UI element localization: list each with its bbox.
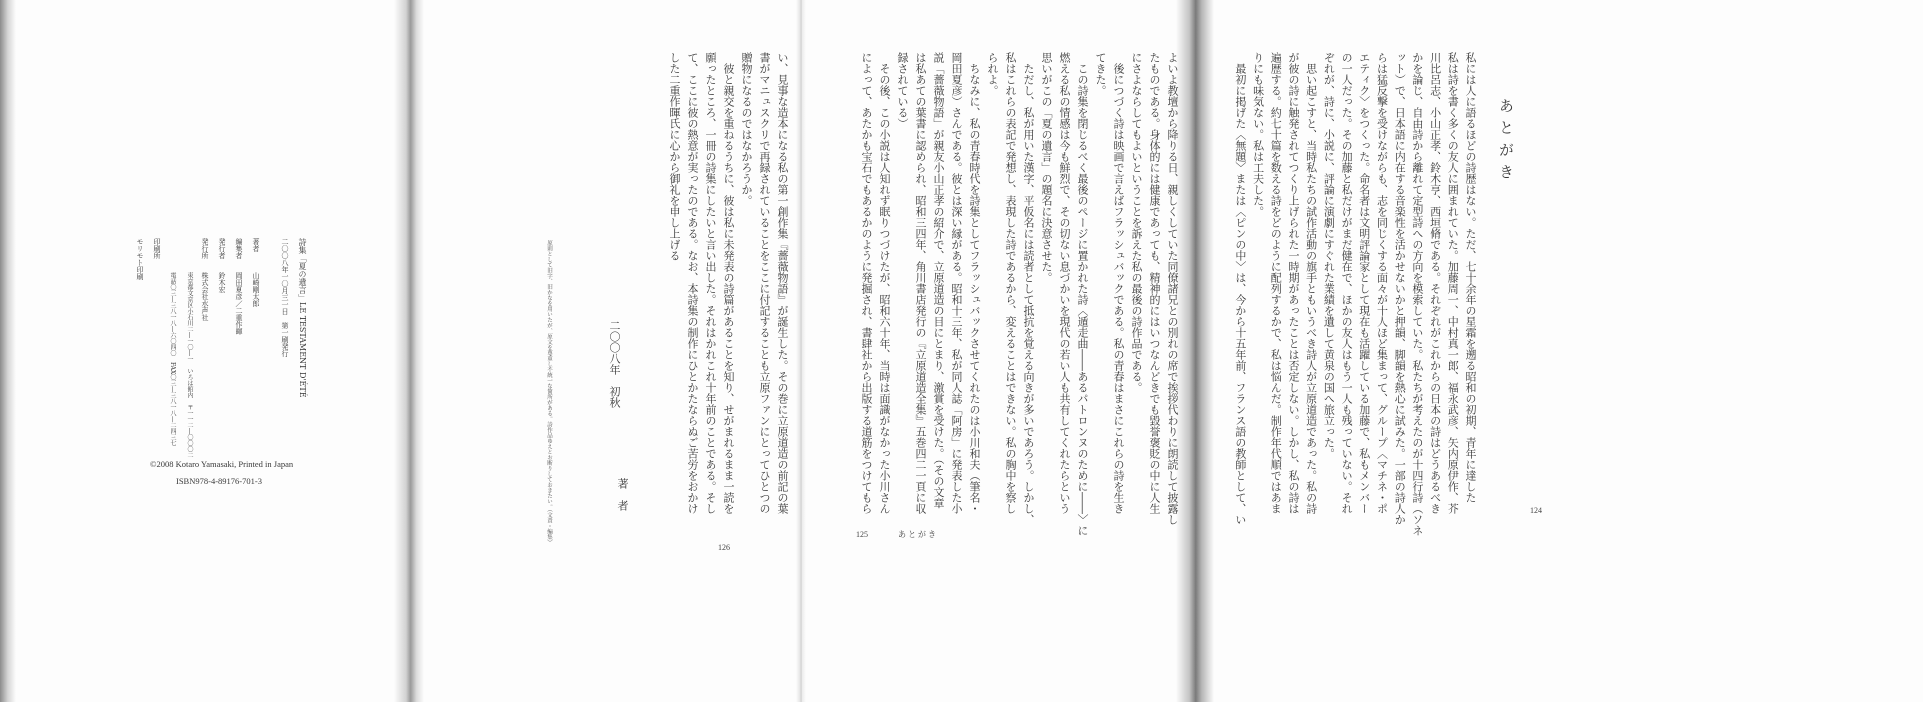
text-line: 思いがこの「夏の遺言」の題名に決意させた。 bbox=[1040, 52, 1053, 283]
colophon-author: 山崎剛太郎 bbox=[252, 272, 260, 307]
colophon-date: 二〇〇八年一〇月三一日 第一刷発行 bbox=[281, 238, 289, 357]
colophon-publisher-label: 発行者 bbox=[218, 238, 226, 259]
text-line: 贈物になるのではなかろうか。 bbox=[740, 52, 753, 206]
text-line: い、見事な造本になる私の第一創作集『薔薇物語』が誕生した。その巻に立原道造の前記の葉 bbox=[776, 52, 789, 514]
afterword-signature: 著 者 bbox=[616, 478, 629, 511]
text-line: てきた。 bbox=[1094, 52, 1107, 96]
text-line: 私はこれらの表記で発想し、表現した詩であるから、変えることはできない。私の胸中を察し bbox=[1004, 52, 1017, 514]
text-line: らは猛反撃を受けながらも、志を同じくする面々が十人ほど集まって、グループ〈マチネ・ポ bbox=[1375, 52, 1389, 514]
text-line: 説「薔薇物語」が親友小山正孝の紹介で、立原道造の目にとまり、激賞を受けた。（その文章 bbox=[932, 52, 945, 509]
gutter-shadow-left-spread bbox=[394, 0, 424, 702]
text-line: は私あての葉書に認められ、昭和三四年、角川書店発行の『立原道造全集』五巻四二一頁に収 bbox=[914, 52, 927, 514]
text-line: 川比呂志、小山正孝、鈴木亨、西垣脩である。それぞれがこれからの日本の詩はどうあるべき bbox=[1428, 52, 1442, 514]
page-125-body bbox=[857, 52, 1181, 536]
copyright-line: ©2008 Kotaro Yamasaki, Printed in Japan bbox=[150, 459, 294, 469]
text-line: られよ。 bbox=[986, 52, 999, 96]
colophon-title: 詩集「夏の遺言」LE TESTAMENT D'ÉTÉ bbox=[298, 238, 307, 398]
colophon-publisher: 鈴木宏 bbox=[218, 272, 226, 293]
text-line: ぞれが、詩に、小説に、評論に演劇にすぐれた業績を遺して黄泉の国へ旅立った。 bbox=[1322, 52, 1336, 459]
text-line: ただし、私が用いた漢字、平仮名には読者として抵抗を覚える向きが多いであろう。しかし、 bbox=[1022, 52, 1035, 525]
text-line: 燃える私の情感は今も鮮烈で、その切ない息づかいを現代の若い人も共有してくれたらという bbox=[1058, 52, 1071, 514]
colophon-phone: 電話〇三―三八一八―六〇四〇 FAX〇三―三八一八―二四三七 bbox=[169, 272, 176, 447]
text-line: した二重作暉氏に心から御礼を申し上げる bbox=[668, 52, 681, 261]
text-line: 書がマニュスクリで再録されていることをここに付記することも立原ファンにとってひとつの bbox=[758, 52, 771, 514]
colophon-printer-label: 印刷所 bbox=[153, 238, 161, 259]
text-line: かを論じ、自由詩から離れて定型詩への方向を模索していた。私たちが考えたのが十四行詩（ソネ bbox=[1410, 52, 1424, 536]
page-124-body bbox=[1231, 52, 1479, 536]
colophon-address: 東京都文京区小石川二―一〇―一 いろは館内 〒一一二―〇〇〇二 bbox=[186, 272, 193, 458]
colophon-press-label: 発行所 bbox=[201, 238, 209, 259]
isbn-line: ISBN978-4-89176-701-3 bbox=[176, 476, 262, 486]
running-head: あとがき bbox=[898, 530, 938, 539]
colophon-author-label: 著者 bbox=[252, 238, 260, 252]
text-line: 私は詩を書く多くの友人に囲まれていた。加藤周一、中村真一郎、福永武彦、矢内原伊作、芥 bbox=[1446, 52, 1460, 514]
text-line: ット）で、日本語に内在する音楽性を活かせないかと押韻、脚韻を熱心に試みた。一部の詩人か bbox=[1393, 52, 1407, 525]
colophon-editor-label: 編集者 bbox=[235, 238, 243, 259]
editorial-note: 原則として旧字、旧かなを用いたが、原文を尊重し不統一な箇所がある。詩作品ゆえとお断りしておきたい。（文責・編集） bbox=[546, 240, 552, 546]
text-line: 最初に掲げた〈無題〉または〈ピンの中〉は、今から十五年前、フランス語の教師として、い bbox=[1233, 52, 1247, 525]
colophon-press: 株式会社水声社 bbox=[201, 272, 209, 321]
afterword-date: 二〇〇八年 初秋 bbox=[608, 320, 621, 408]
afterword-heading: あとがき bbox=[1497, 98, 1515, 186]
text-line: が彼の詩に触発されてつくり上げられた一時期があったことは否定しない。しかし、私の詩は bbox=[1286, 52, 1300, 514]
text-line: 彼と親交を重ねるうちに、彼は私に未発表の詩篇があることを知り、せがまれるまま一読を bbox=[722, 52, 735, 514]
page-edge-shadow bbox=[0, 0, 16, 702]
text-line: エティク〉をつくった。命名者は文明評論家として現在も活躍している加藤で、私もメンバー bbox=[1357, 52, 1371, 514]
text-line: 願ったところ、一冊の詩集にしたいと言い出した。それはかれこれ十年前のことである。そし bbox=[704, 52, 717, 514]
text-line: 遍歴する。約七十篇を数える詩をどのように配列するかで、私は悩んだ。制作年代順ではあま bbox=[1269, 52, 1283, 514]
text-line: 後につづく詩は映画で言えばフラッシュバックである。私の青春はまさにこれらの詩を生き bbox=[1112, 52, 1125, 514]
text-line: 思い起こすと、当時私たちの試作活動の旗手ともいうべき詩人が立原道造であった。私の詩 bbox=[1304, 52, 1318, 514]
colophon-editor: 岡田夏彦／二重作暉 bbox=[235, 272, 243, 335]
text-line: たものである。身体的には健康であっても、精神的にはいつなんどきでも毀誉褒貶の中に人生 bbox=[1148, 52, 1161, 514]
text-line: ちなみに、私の青春時代を詩集としてフラッシュバックさせてくれたのは小川和夫（筆名・ bbox=[968, 52, 981, 514]
page-number: 125 bbox=[856, 530, 868, 539]
text-line: の一人だった。その加藤と私だけがまだ健在で、ほかの友人はもう一人も残っていない。それ bbox=[1340, 52, 1354, 514]
text-line: 私には人に語るほどの詩歴はない。ただ、七十余年の星霜を遡る昭和の初期、青年に達した bbox=[1464, 52, 1477, 503]
text-line: 録されている） bbox=[896, 52, 909, 129]
text-line: その後、この小説は人知れず眠りつづけたが、昭和六十年、当時は面識がなかった小川さん bbox=[878, 52, 891, 514]
text-line: て、ここに彼の熱意が実ったのである。なお、本詩集の制作にひとかたならぬご苦労をおかけ bbox=[686, 52, 699, 514]
text-line: によって、あたかも宝石でもあるかのように発掘され、書肆社から出版する道筋をつけてもら bbox=[860, 52, 873, 514]
gutter-shadow-right-spread bbox=[1176, 0, 1214, 702]
text-line: よいよ教壇から降りる日、親しくしていた同僚諸兄との別れの席で挨拶代わりに朗読して披露し bbox=[1166, 52, 1179, 525]
text-line: りにも味気ない。私は工夫した。 bbox=[1251, 52, 1265, 217]
page-number: 126 bbox=[718, 543, 730, 552]
text-line: 岡田夏彦）さんである。彼とは深い縁がある。昭和十三年、私が同人誌「阿房」に発表した小 bbox=[950, 52, 963, 514]
page-number: 124 bbox=[1530, 506, 1542, 515]
page-edge-middle bbox=[796, 0, 806, 702]
text-line: この詩集を閉じるべく最後のページに置かれた詩〈遁走曲――あるパトロンヌのために――〉に bbox=[1076, 52, 1089, 536]
colophon-printer: モリモト印刷 bbox=[136, 238, 144, 280]
text-line: にさよならしてもよいということを訴えた私の最後の詩作品である。 bbox=[1130, 52, 1143, 393]
page-126-body bbox=[665, 52, 791, 514]
